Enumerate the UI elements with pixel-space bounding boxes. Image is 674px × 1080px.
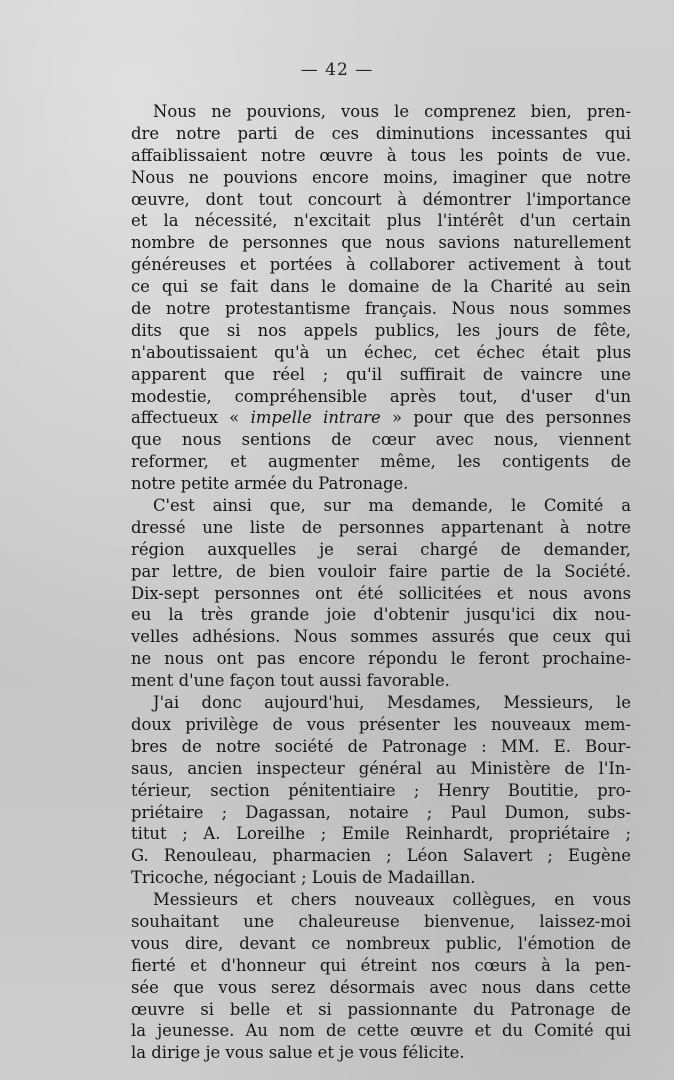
text-line: de notre protestantisme français. Nous nous sommes xyxy=(131,299,631,319)
text-line: souhaitant une chaleureuse bienvenue, laissez-moi xyxy=(131,911,631,931)
text-line: vous dire, devant ce nombreux public, l'émotion de xyxy=(131,933,631,953)
text-line: par lettre, de bien vouloir faire partie de la Société. xyxy=(131,561,631,581)
text-line: J'ai donc aujourd'hui, Mesdames, Messieurs, le xyxy=(153,693,631,713)
text-line: dre notre parti de ces diminutions incessantes qui xyxy=(131,123,631,143)
text-line: ne nous ont pas encore répondu le feront prochaine- xyxy=(131,649,631,669)
text-line: affectueux « impelle intrare » pour que des personnes xyxy=(131,408,631,428)
body-text xyxy=(131,101,631,1064)
text-line: généreuses et portées à collaborer activement à tout xyxy=(131,255,631,275)
text-line: Tricoche, négociant ; Louis de Madaillan. xyxy=(131,868,476,888)
text-line: G. Renouleau, pharmacien ; Léon Salavert ; Eugène xyxy=(131,846,631,866)
text-line: Dix-sept personnes ont été sollicitées et nous avons xyxy=(131,583,631,603)
page-number: — 42 — xyxy=(300,60,374,80)
text-line: affaiblissaient notre œuvre à tous les points de vue. xyxy=(131,145,631,165)
text-line: ce qui se fait dans le domaine de la Charité au sein xyxy=(131,277,631,297)
text-line: titut ; A. Loreilhe ; Emile Reinhardt, propriétaire ; xyxy=(131,824,631,844)
text-line: Nous ne pouvions, vous le comprenez bien, pren- xyxy=(153,102,631,121)
text-line: notre petite armée du Patronage. xyxy=(131,474,409,494)
text-line: et la nécessité, n'excitait plus l'intérêt d'un certain xyxy=(131,211,631,231)
text-line: térieur, section pénitentiaire ; Henry Boutitie, pro- xyxy=(131,780,631,800)
text-line: bres de notre société de Patronage : MM. E. Bour- xyxy=(131,736,631,756)
text-line: priétaire ; Dagassan, notaire ; Paul Dumon, subs- xyxy=(131,802,631,822)
text-line: modestie, compréhensible après tout, d'user d'un xyxy=(131,386,631,406)
text-line: Messieurs et chers nouveaux collègues, en vous xyxy=(153,890,631,910)
text-line: C'est ainsi que, sur ma demande, le Comité a xyxy=(153,496,631,516)
text-line: eu la très grande joie d'obtenir jusqu'ici dix nou- xyxy=(131,605,631,625)
text-line: dressé une liste de personnes appartenant à notre xyxy=(131,517,631,537)
text-line: fierté et d'honneur qui étreint nos cœurs à la pen- xyxy=(131,955,631,975)
text-line: dits que si nos appels publics, les jours de fête, xyxy=(131,320,631,340)
text-line: œuvre, dont tout concourt à démontrer l'importance xyxy=(131,189,631,209)
text-line: Nous ne pouvions encore moins, imaginer que notre xyxy=(131,167,631,187)
text-line: doux privilège de vous présenter les nouveaux mem- xyxy=(131,714,631,734)
text-line: sée que vous serez désormais avec nous dans cette xyxy=(131,977,631,997)
text-line: apparent que réel ; qu'il suffirait de vaincre une xyxy=(131,364,631,384)
text-line: n'aboutissaient qu'à un échec, cet échec était plus xyxy=(131,342,631,362)
text-line: région auxquelles je serai chargé de demander, xyxy=(131,539,631,559)
text-line: velles adhésions. Nous sommes assurés que ceux qui xyxy=(131,627,631,647)
text-line: nombre de personnes que nous savions naturellement xyxy=(131,233,631,253)
text-line: la dirige je vous salue et je vous félicite. xyxy=(131,1043,465,1063)
text-line: que nous sentions de cœur avec nous, viennent xyxy=(131,430,631,450)
text-line: œuvre si belle et si passionnante du Patronage de xyxy=(131,999,631,1019)
text-line: la jeunesse. Au nom de cette œuvre et du Comité qui xyxy=(131,1021,631,1041)
text-line: saus, ancien inspecteur général au Ministère de l'In- xyxy=(131,758,631,778)
text-line: ment d'une façon tout aussi favorable. xyxy=(131,671,450,691)
text-line: reformer, et augmenter même, les contigents de xyxy=(131,452,631,472)
